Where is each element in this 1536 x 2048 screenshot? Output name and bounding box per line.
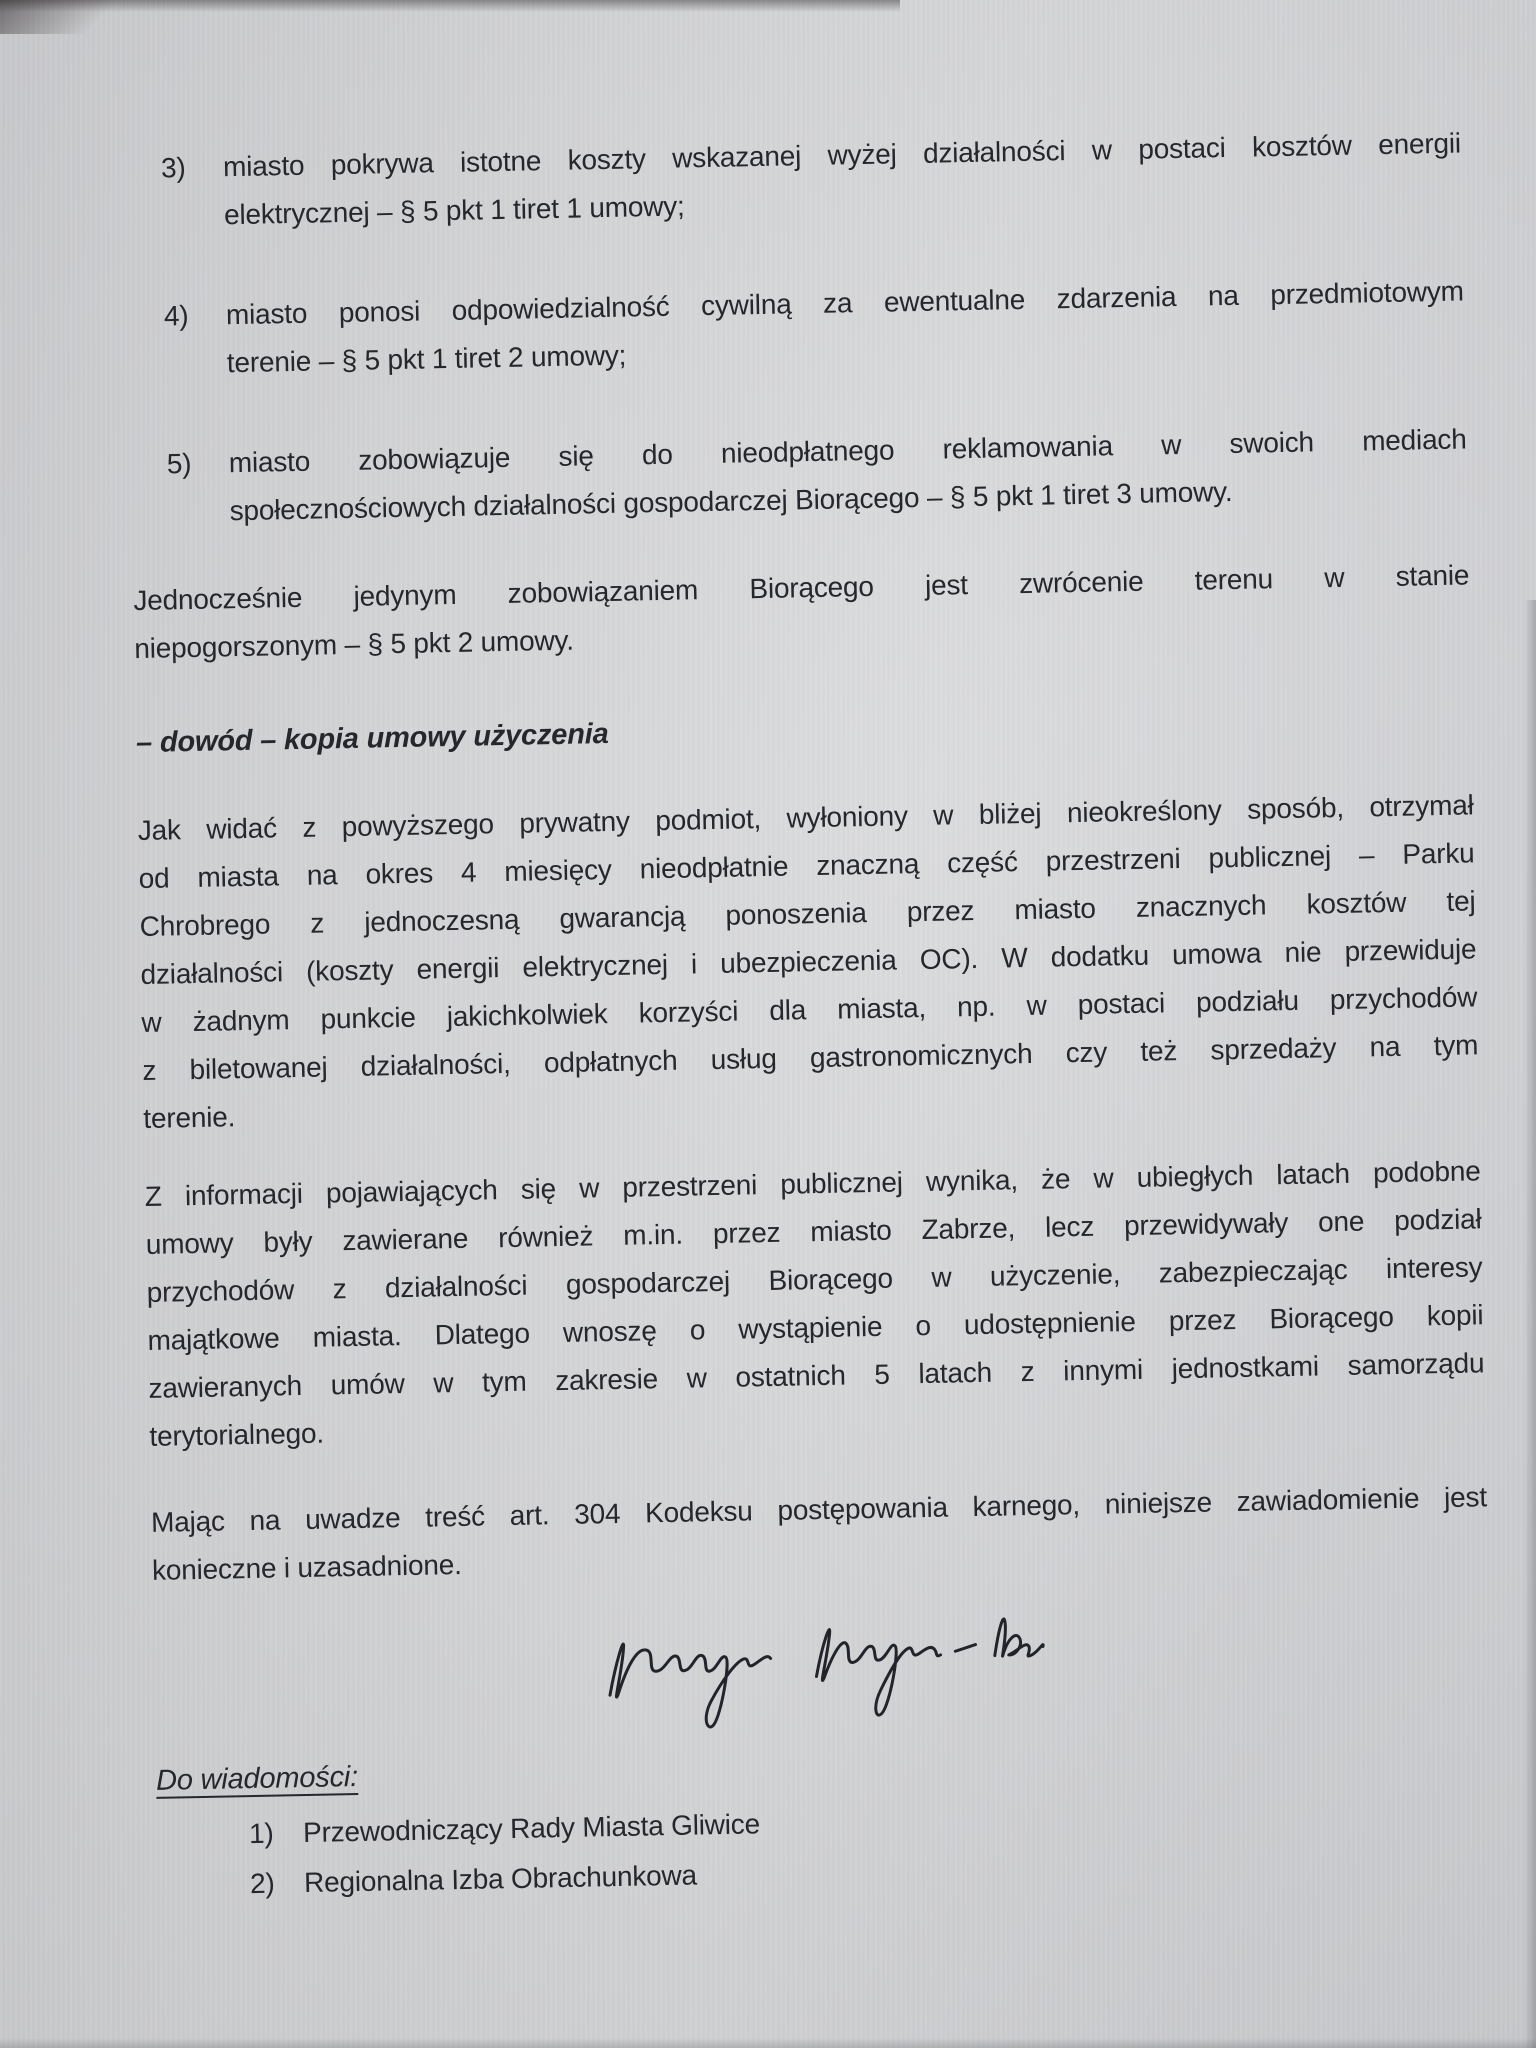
list-item-number: 4) — [163, 299, 189, 332]
signature-strokes — [578, 1579, 1075, 1745]
list-item-4 — [163, 267, 1465, 388]
text-line: miasto zobowiązuje się do nieodpłatnego reklamowania w swoich mediach — [228, 423, 1467, 479]
list-item-5 — [166, 415, 1468, 536]
list-item-text — [223, 120, 1463, 240]
distribution-item-number: 1) — [248, 1817, 274, 1850]
paragraph-majac — [151, 1473, 1489, 1595]
photo-edge-right — [1524, 600, 1536, 2048]
paragraph-jednoczesnie — [133, 551, 1471, 673]
distribution-item-number: 2) — [249, 1867, 275, 1900]
text-line: Z informacji pojawiających się w przestrzeni publicznej wynika, że w ubiegłych latach podobne — [144, 1155, 1481, 1212]
distribution-list — [157, 1785, 1495, 1911]
list-item-text — [225, 267, 1465, 387]
list-item-3 — [161, 120, 1463, 241]
text-line: terytorialnego. — [149, 1417, 325, 1452]
paragraph-z-informacji — [144, 1147, 1485, 1461]
evidence-line: – dowód – kopia umowy użyczenia — [135, 717, 609, 760]
text-line: elektrycznej – § 5 pkt 1 tiret 1 umowy; — [223, 190, 685, 231]
numbered-list — [125, 120, 1468, 538]
distribution-item-text: Przewodniczący Rady Miasta Gliwice — [302, 1808, 761, 1849]
text-line: konieczne i uzasadnione. — [151, 1548, 462, 1586]
handwritten-signature — [581, 1587, 1074, 1736]
text-line: Jednocześnie jedynym zobowiązaniem Biorącego jest zwrócenie terenu w stanie — [133, 559, 1470, 617]
text-line: terenie. — [143, 1101, 236, 1134]
distribution-item-text: Regionalna Izba Obrachunkowa — [303, 1859, 698, 1899]
text-line: działalności (koszty energii elektrycznej i ubezpieczenia OC). W dodatku umowa nie przewiduje — [140, 933, 1477, 991]
text-line: społecznościowych działalności gospodarczej Biorącego – § 5 pkt 1 tiret 3 umowy. — [229, 475, 1233, 527]
text-line: zawieranych umów w tym zakresie w ostatnich 5 latach z innymi jednostkami samorządu — [148, 1347, 1485, 1404]
text-line: przychodów z działalności gospodarczej Biorącego w użyczenie, zabezpieczając interesy — [146, 1251, 1483, 1308]
distribution-section — [156, 1731, 1495, 1911]
text-line: Mając na uwadze treść art. 304 Kodeksu postępowania karnego, niniejsze zawiadomienie jest — [150, 1481, 1488, 1538]
text-line: Chrobrego z jednoczesną gwarancją ponoszenia przez miasto znacznych kosztów tej — [139, 885, 1476, 943]
text-line: w żadnym punkcie jakichkolwiek korzyści dla miasta, np. w postaci podziału przychodów — [141, 981, 1478, 1038]
distribution-heading: Do wiadomości: — [155, 1760, 359, 1797]
paragraph-jak-widac — [137, 781, 1479, 1143]
text-line: miasto ponosi odpowiedzialność cywilną za ewentualne zdarzenia na przedmiotowym — [225, 275, 1465, 331]
text-line: majątkowe miasta. Dlatego wnoszę o wystąpienie o udostępnienie przez Biorącego kopii — [147, 1299, 1484, 1356]
text-line: Jak widać z powyższego prywatny podmiot, wyłoniony w bliżej nieokreślony sposób, otrzymał — [137, 789, 1474, 847]
text-line: od miasta na okres 4 miesięcy nieodpłatnie znaczną część przestrzeni publicznej – Parku — [138, 837, 1475, 895]
photo-edge-bottom — [0, 2038, 1536, 2048]
text-line: niepogorszonym – § 5 pkt 2 umowy. — [134, 624, 575, 665]
list-item-number: 5) — [166, 447, 192, 480]
text-line: terenie – § 5 pkt 1 tiret 2 umowy; — [226, 339, 627, 379]
document-content — [125, 120, 1495, 1911]
list-item-number: 3) — [160, 151, 186, 184]
photo-corner-top-left — [0, 0, 150, 34]
text-line: umowy były zawierane również m.in. przez miasto Zabrze, lecz przewidywały one podział — [145, 1203, 1482, 1260]
photo-edge-top — [0, 0, 900, 12]
list-item-text — [228, 415, 1468, 535]
text-line: miasto pokrywa istotne koszty wskazanej wyżej działalności w postaci kosztów energii — [222, 127, 1462, 183]
text-line: z biletowanej działalności, odpłatnych usług gastronomicznych czy też sprzedaży na tym — [142, 1029, 1479, 1086]
